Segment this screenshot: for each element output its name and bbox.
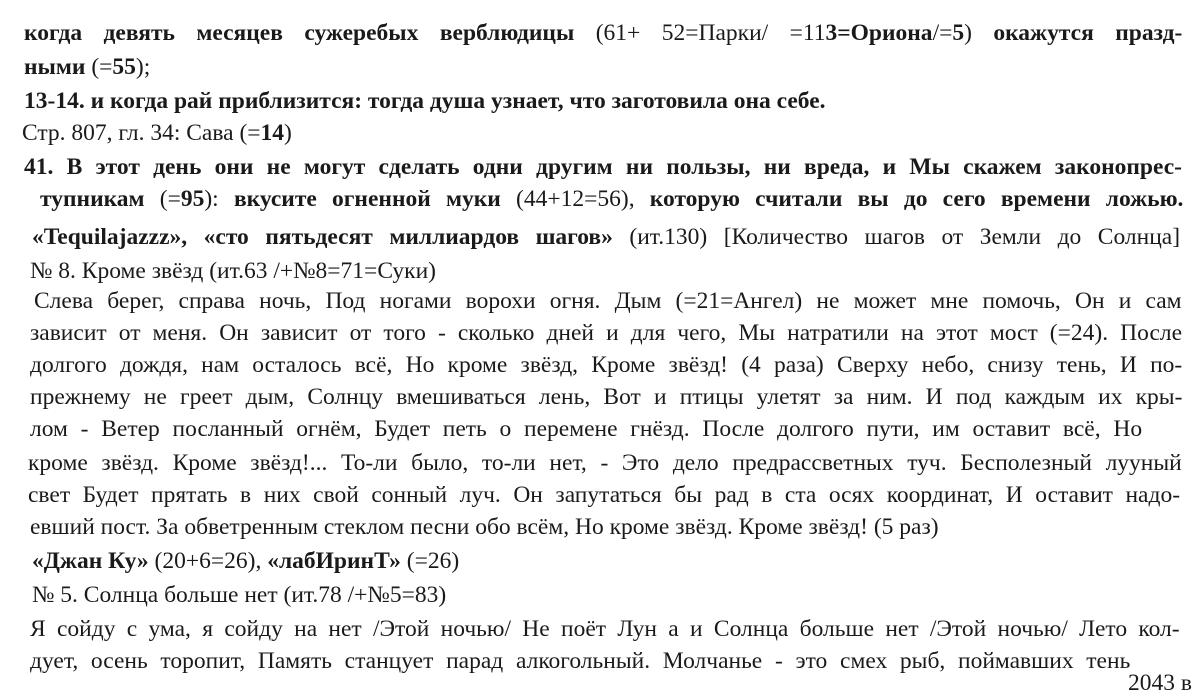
regular-text: зависит от меня. Он зависит от того - сколько дней и для чего, Мы натратили на этот мост (=24). После <box>30 320 1183 346</box>
regular-text: дует, осень торопит, Память станцует парад алкогольный. Молчанье - это смех рыб, поймавших тень <box>30 648 1131 674</box>
text-line <box>30 382 1182 412</box>
regular-text: (61+ 52=Парки/ =11 <box>595 20 826 46</box>
text-line <box>32 546 459 576</box>
text-line <box>32 580 446 610</box>
regular-text: ) <box>964 20 994 46</box>
bold-text: 41. В этот день они не могут сделать одни другим ни пользы, ни вреда, и Мы скажем законопрес- <box>24 154 1182 180</box>
text-line <box>34 286 1182 316</box>
text-line <box>30 256 436 286</box>
bold-text: 95 <box>180 186 205 212</box>
bold-text: 14 <box>260 120 285 146</box>
page-number: 2043 в <box>1128 670 1192 696</box>
bold-text: окажутся празд- <box>993 20 1183 46</box>
bold-text: которую считали вы до сего времени ложью. <box>649 186 1184 212</box>
text-line <box>30 414 1142 444</box>
regular-text: ) <box>284 120 292 146</box>
bold-text: 3=Ориона <box>825 20 933 46</box>
bold-text: тупникам <box>40 186 160 212</box>
regular-text: /= <box>932 20 953 46</box>
regular-text: Стр. 807, гл. 34: Сава (= <box>22 120 261 146</box>
regular-text: ): <box>204 186 234 212</box>
bold-text: 55 <box>112 54 136 80</box>
text-line <box>22 118 292 148</box>
regular-text: прежнему не греет дым, Солнцу вмешиваться лень, Вот и птицы улетят за ним. И под каждым их кры- <box>30 384 1183 410</box>
bold-text: вкусите огненной муки <box>233 186 517 212</box>
regular-text: (= <box>159 186 181 212</box>
regular-text: (ит.130) [Количество шагов от Земли до Солнца] <box>629 224 1181 250</box>
regular-text: (= <box>91 54 113 80</box>
text-line <box>24 152 1182 182</box>
regular-text: Слева берег, справа ночь, Под ногами ворохи огня. Дым (=21=Ангел) не может мне помочь, Он и сам <box>34 288 1182 314</box>
text-line <box>30 614 1180 644</box>
bold-text: «лабИринТ» <box>267 548 407 574</box>
text-line <box>24 18 1182 48</box>
regular-text: (20+6=26), <box>154 548 268 574</box>
bold-text: 5 <box>952 20 965 46</box>
regular-text: кроме звёзд. Кроме звёзд!... То-ли было, то-ли нет, - Это дело предрассветных туч. Бесполезный лууный <box>28 450 1182 476</box>
text-line <box>30 646 1130 676</box>
regular-text: (=26) <box>406 548 460 574</box>
regular-text: евший пост. За обветренным стеклом песни обо всём, Но кроме звёзд. Кроме звёзд! (5 раз) <box>30 514 939 540</box>
text-line <box>24 52 150 82</box>
bold-text: 13-14. и когда рай приблизится: тогда душа узнает, что заготовила она себе. <box>24 88 826 114</box>
text-line <box>24 86 826 116</box>
regular-text: № 5. Солнца больше нет (ит.78 /+№5=83) <box>32 582 447 608</box>
regular-text: свет Будет прятать в них свой сонный луч. Он запутаться бы рад в ста осях координат, И оставит надо- <box>28 482 1181 508</box>
regular-text: (44+12=56), <box>516 186 650 212</box>
text-line <box>40 184 1183 214</box>
text-line <box>32 222 1180 252</box>
regular-text: Я сойду с ума, я сойду на нет /Этой ночью/ Не поёт Лун а и Солнца больше нет /Этой ночью/ Лето кол- <box>30 616 1180 642</box>
text-line <box>28 448 1182 478</box>
text-line <box>30 512 939 542</box>
regular-text: № 8. Кроме звёзд (ит.63 /+№8=71=Суки) <box>30 258 436 284</box>
text-line <box>30 318 1182 348</box>
bold-text: ными <box>24 54 92 80</box>
regular-text: лом - Ветер посланный огнём, Будет петь о перемене гнёзд. После долгого пути, им оставит всё, Но <box>30 416 1143 442</box>
regular-text: ); <box>135 54 151 80</box>
bold-text: когда девять месяцев сужеребых верблюдицы <box>24 20 596 46</box>
bold-text: «Джан Ку» <box>32 548 155 574</box>
text-line <box>28 480 1180 510</box>
regular-text: долгого дождя, нам осталось всё, Но кроме звёзд, Кроме звёзд! (4 раза) Сверху небо, снизу тень, И по- <box>30 352 1183 378</box>
text-line <box>30 350 1182 380</box>
bold-text: «Tequilajazzz», «сто пятьдесят миллиардов шагов» <box>32 224 630 250</box>
